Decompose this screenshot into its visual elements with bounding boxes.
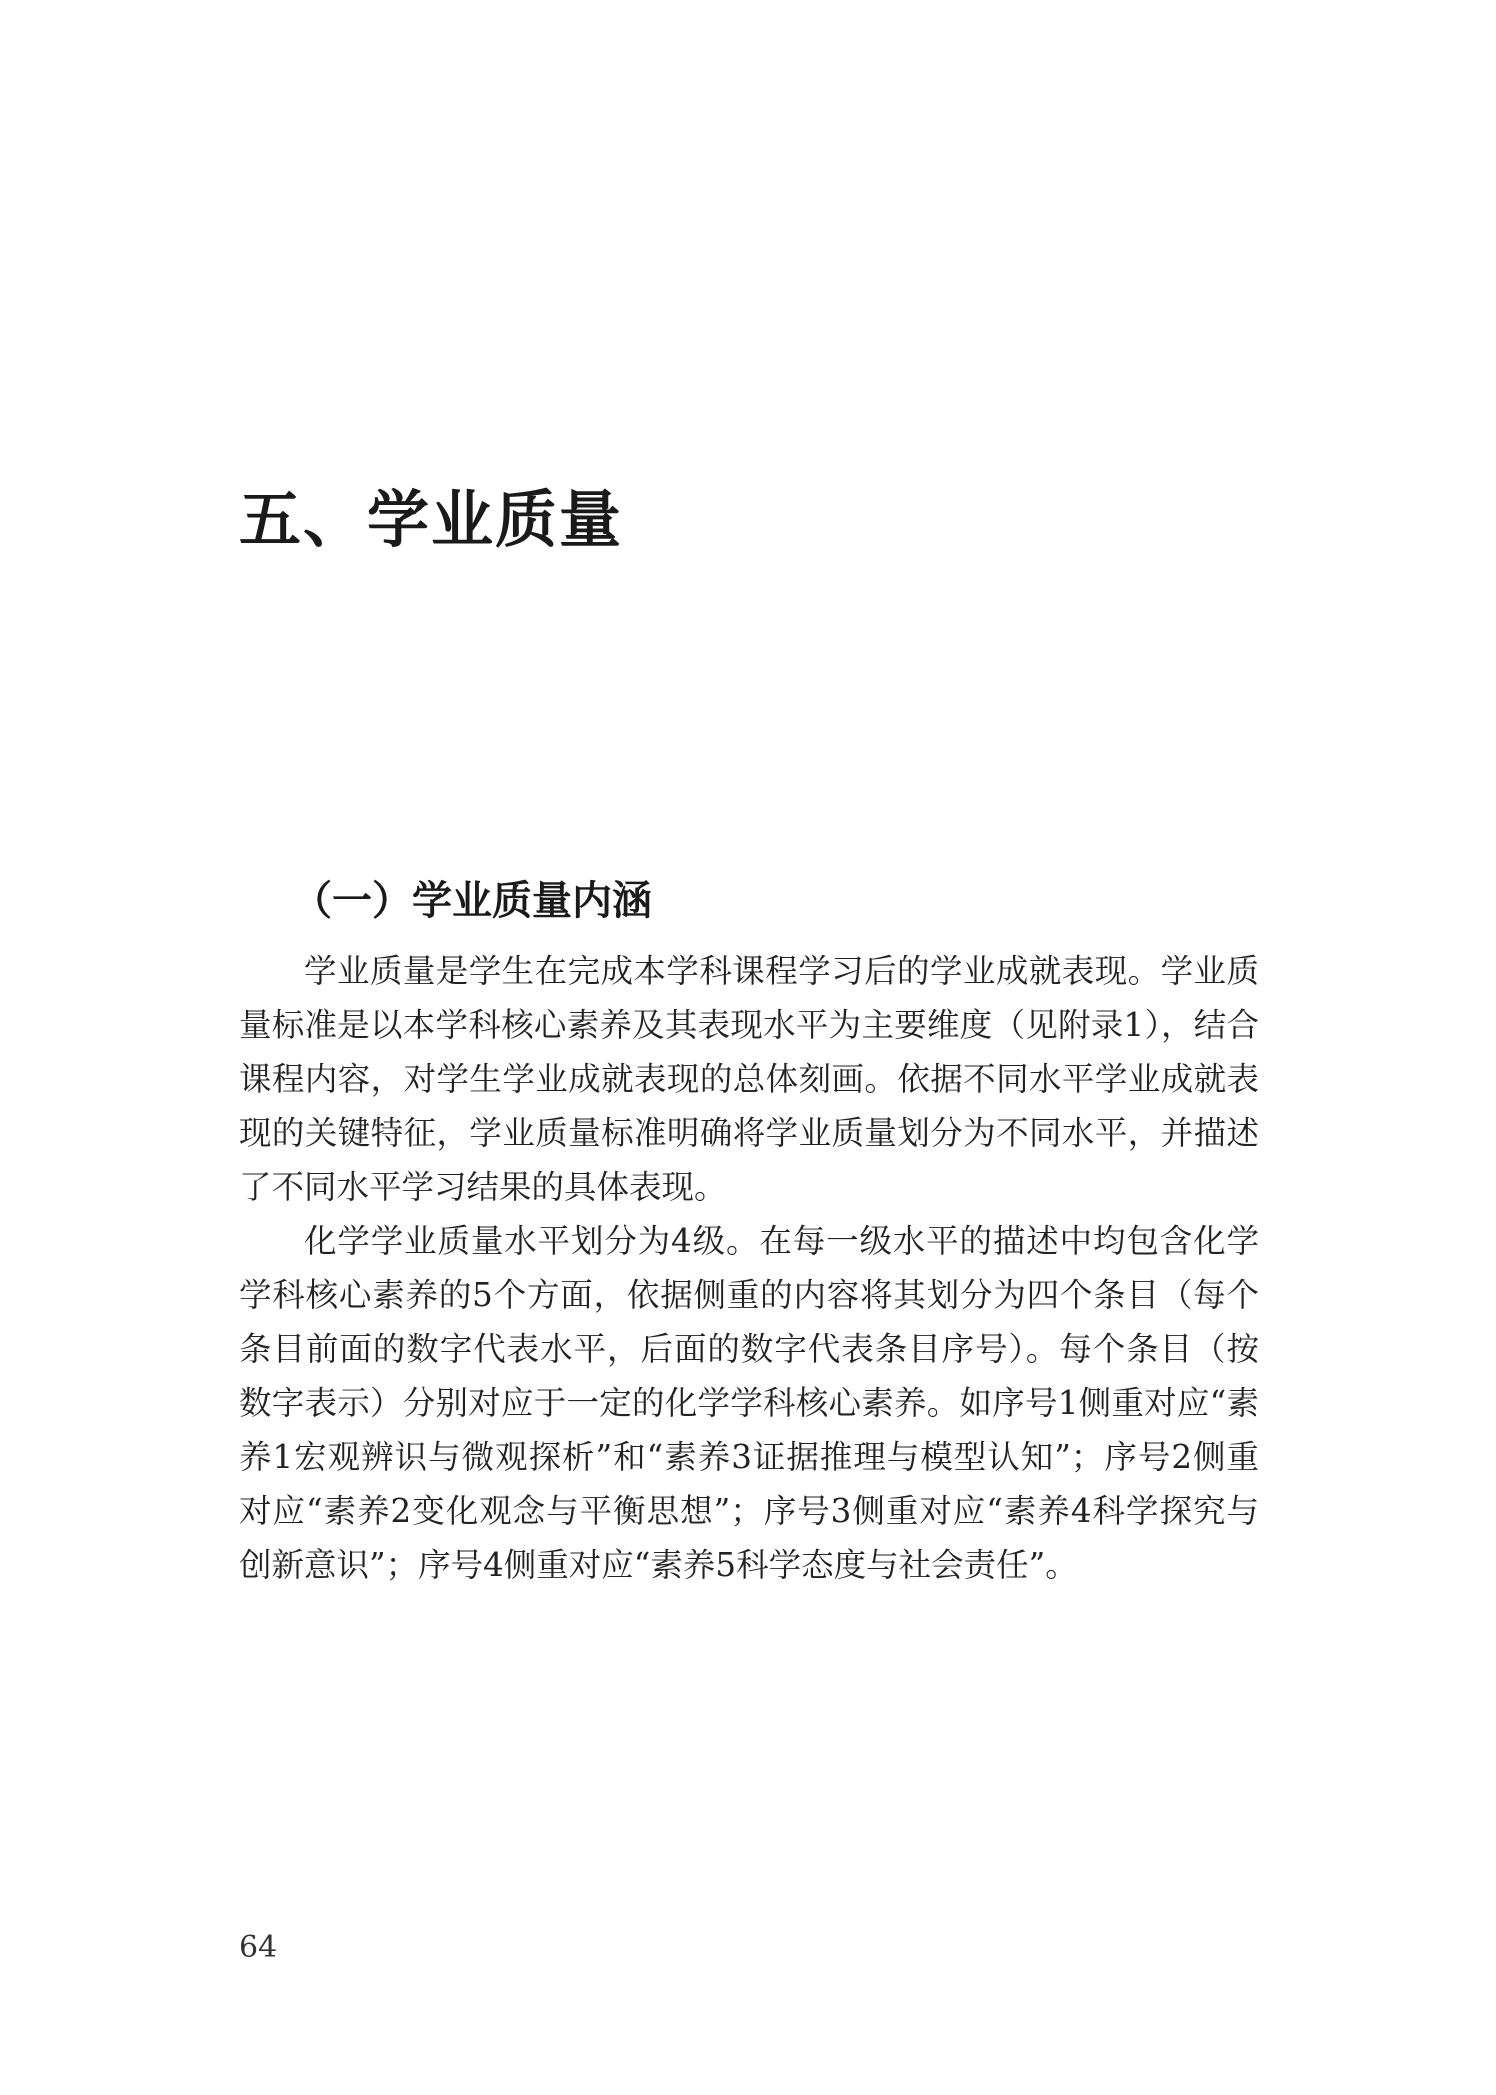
paragraph-quality-levels: 化学学业质量水平划分为4级。在每一级水平的描述中均包含化学学科核心素养的5个方面，依据侧重的内容将其划分为四个条目（每个条目前面的数字代表水平，后面的数字代表条目序号）。每个条目（按数字表示）分别对应于一定的化学学科核心素养。如序号1侧重对应“素养1宏观辨识与微观探析”和“素养3证据推理与模型认知”；序号2侧重对应“素养2变化观念与平衡思想”；序号3侧重对应“素养4科学探究与创新意识”；序号4侧重对应“素养5科学态度与社会责任”。: [239, 1222, 1259, 1584]
chapter-title: 五、学业质量: [239, 483, 624, 556]
body-text: [239, 944, 1259, 1592]
page-number: 64: [239, 1930, 278, 1965]
section-title: （一）学业质量内涵: [292, 878, 652, 924]
paragraph-academic-quality-definition: 学业质量是学生在完成本学科课程学习后的学业成就表现。学业质量标准是以本学科核心素养及其表现水平为主要维度（见附录1），结合课程内容，对学生学业成就表现的总体刻画。依据不同水平学业成就表现的关键特征，学业质量标准明确将学业质量划分为不同水平，并描述了不同水平学习结果的具体表现。: [239, 952, 1259, 1206]
